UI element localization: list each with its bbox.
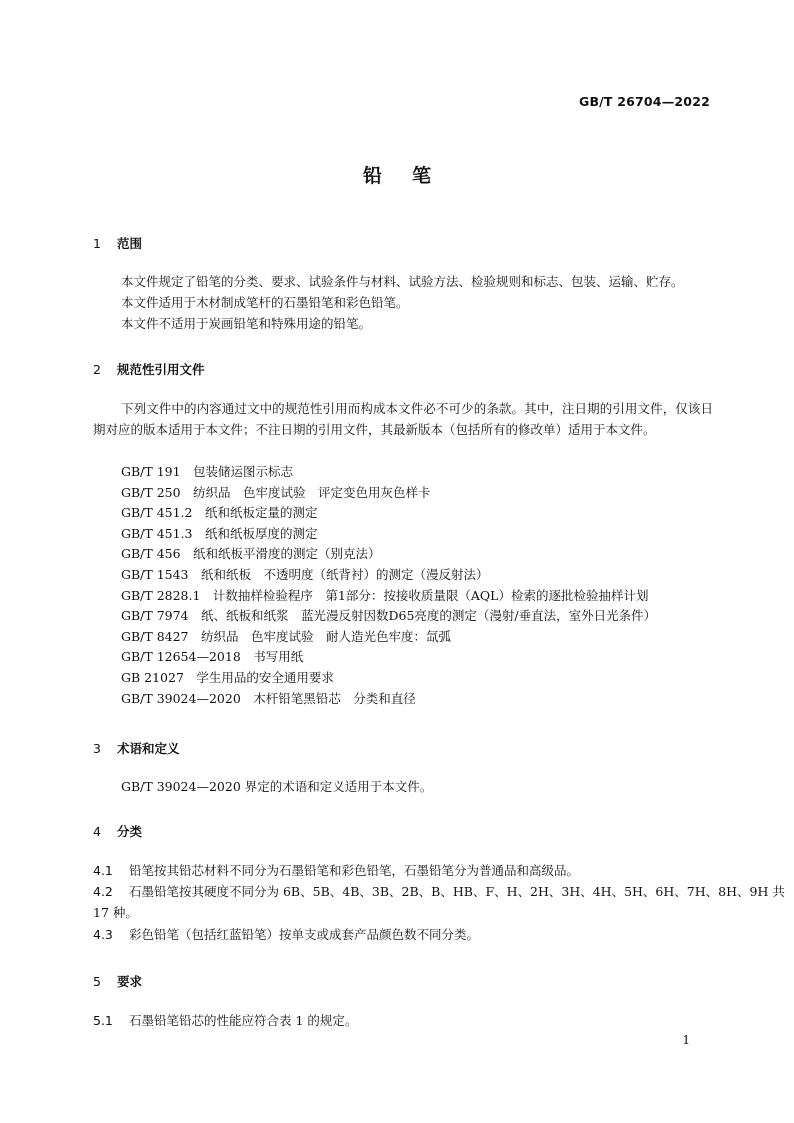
- reference-item: GB/T 12654—2018 书写用纸: [121, 649, 304, 665]
- reference-item: GB/T 250 纺织品 色牢度试验 评定变色用灰色样卡: [121, 484, 431, 500]
- reference-item: GB/T 2828.1 计数抽样检验程序 第1部分：按接收质量限（AQL）检索的逐批检验抽样计划: [121, 587, 649, 603]
- section-1-heading: [93, 234, 142, 252]
- reference-item: GB/T 191 包装储运图示标志: [121, 464, 294, 479]
- section-title: 分类: [117, 824, 143, 839]
- section-number: 3: [93, 741, 101, 756]
- clause-4-1: [93, 861, 713, 882]
- clause-4-2-continuation: 17 种。: [93, 905, 138, 920]
- reference-item: GB/T 451.3 纸和纸板厚度的测定: [121, 525, 318, 541]
- clause-number: 4.1: [93, 863, 113, 878]
- scope-paragraph-2: 本文件适用于木材制成笔杆的石墨铅笔和彩色铅笔。: [121, 295, 409, 310]
- clause-5-1: [93, 1011, 713, 1032]
- clause-number: 5.1: [93, 1013, 113, 1028]
- reference-item: GB/T 8427 纺织品 色牢度试验 耐人造光色牢度：氙弧: [121, 628, 452, 644]
- clause-number: 4.2: [93, 884, 113, 899]
- reference-item: GB/T 456 纸和纸板平滑度的测定（别克法）: [121, 546, 381, 562]
- section-title: 规范性引用文件: [117, 362, 205, 377]
- page-number: 1: [682, 1033, 690, 1047]
- section-title: 术语和定义: [117, 741, 180, 756]
- scope-paragraph-3: 本文件不适用于炭画铅笔和特殊用途的铅笔。: [121, 316, 372, 331]
- standard-code: GB/T 26704—2022: [578, 94, 710, 109]
- section-number: 1: [93, 236, 101, 251]
- clause-text: 石墨铅笔铅芯的性能应符合表 1 的规定。: [129, 1013, 358, 1028]
- section-number: 4: [93, 824, 101, 839]
- reference-item: GB/T 1543 纸和纸板 不透明度（纸背衬）的测定（漫反射法）: [121, 566, 489, 582]
- clause-text: 彩色铅笔（包括红蓝铅笔）按单支或成套产品颜色数不同分类。: [129, 927, 480, 942]
- section-5-heading: [93, 972, 142, 990]
- reference-item: GB/T 39024—2020 木杆铅笔黑铅芯 分类和直径: [121, 690, 416, 706]
- section-4-heading: [93, 822, 142, 840]
- document-title: 铅笔: [362, 165, 461, 187]
- section-2-heading: [93, 360, 205, 378]
- clause-text: 石墨铅笔按其硬度不同分为 6B、5B、4B、3B、2B、B、HB、F、H、2H、3H、4H、5H、6H、7H、8H、9H 共: [129, 884, 785, 899]
- section-number: 2: [93, 362, 101, 377]
- section-3-heading: [93, 739, 180, 757]
- scope-paragraph-1: 本文件规定了铅笔的分类、要求、试验条件与材料、试验方法、检验规则和标志、包装、运输、贮存。: [121, 274, 684, 289]
- section-title: 要求: [117, 974, 143, 989]
- clause-number: 4.3: [93, 927, 113, 942]
- reference-item: GB/T 7974 纸、纸板和纸浆 蓝光漫反射因数D65亮度的测定（漫射/垂直法，室外日光条件）: [121, 608, 657, 624]
- clause-4-2: [93, 882, 785, 903]
- clause-text: 铅笔按其铅芯材料不同分为石墨铅笔和彩色铅笔，石墨铅笔分为普通品和高级品。: [129, 863, 580, 878]
- references-intro: 下列文件中的内容通过文中的规范性引用而构成本文件必不可少的条款。其中，注日期的引用文件，仅该日期对应的版本适用于本文件；不注日期的引用文件，其最新版本（包括所有的修改单）适用于本文件。: [93, 401, 713, 437]
- reference-item: GB 21027 学生用品的安全通用要求: [121, 669, 334, 685]
- clause-4-3: [93, 925, 713, 946]
- terms-paragraph: GB/T 39024—2020 界定的术语和定义适用于本文件。: [121, 779, 433, 794]
- reference-item: GB/T 451.2 纸和纸板定量的测定: [121, 505, 318, 521]
- section-title: 范围: [117, 236, 143, 251]
- reference-list: [121, 462, 721, 709]
- section-number: 5: [93, 974, 101, 989]
